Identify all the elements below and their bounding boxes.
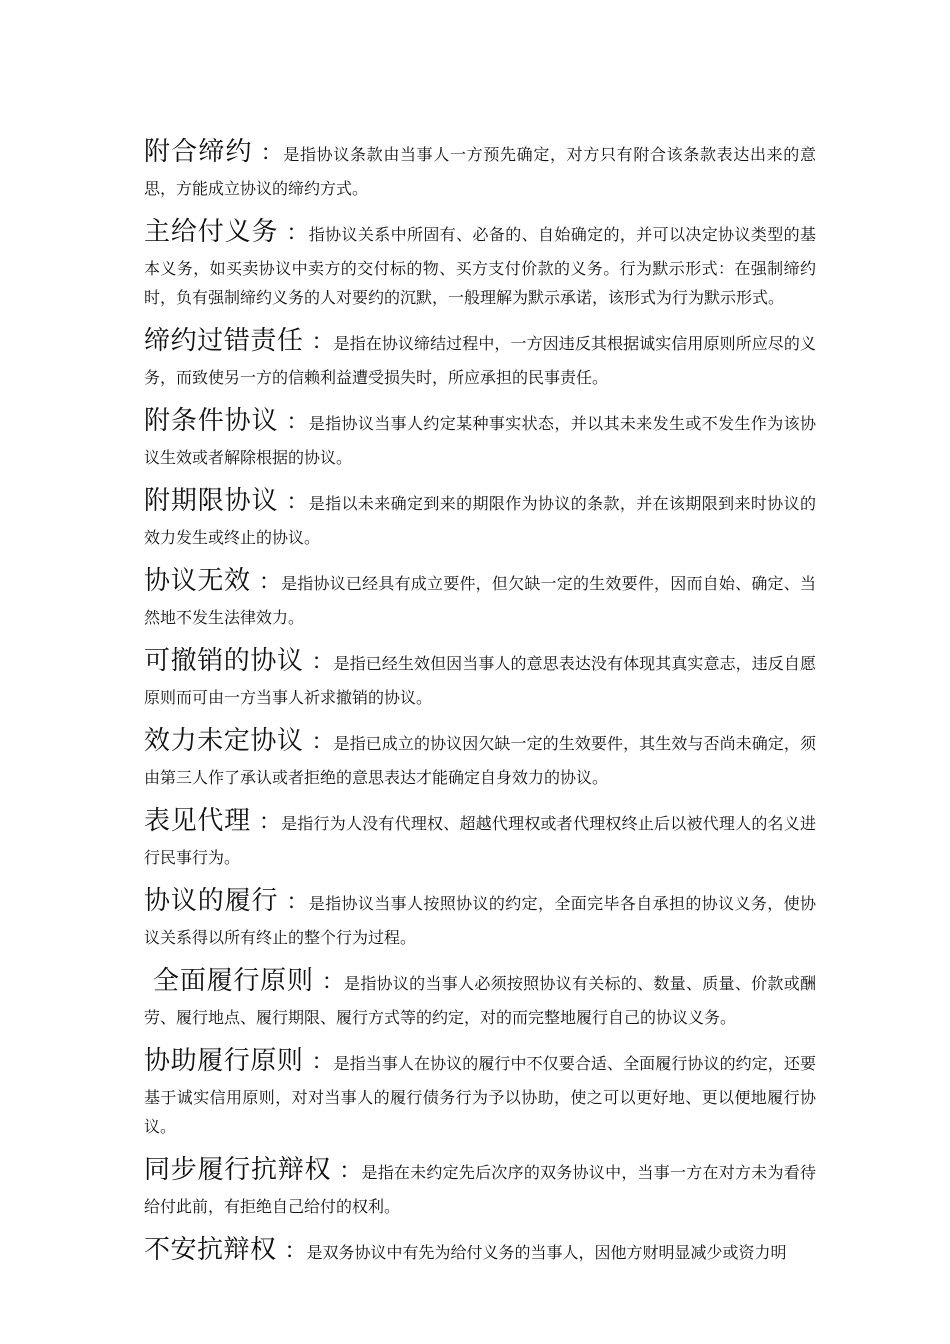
entry-cooperative-performance-principle [144, 1039, 816, 1141]
term-definition: 是指在协议缔结过程中，一方因违反其根据诚实信用原则所应尽的义务，而致使另一方的信赖利益遭受损失时，所应承担的民事责任。 [144, 334, 816, 387]
term-definition: 是指协议条款由当事人一方预先确定，对方只有附合该条款表达出来的意思，方能成立协议的缔约方式。 [144, 145, 816, 198]
term-colon: ： [321, 970, 345, 995]
entry-full-performance-principle [144, 959, 816, 1032]
entry-term-limited-agreement [144, 479, 816, 552]
entry-apparent-agency [144, 799, 816, 872]
term-definition: 是指当事人在协议的履行中不仅要合适、全面履行协议的约定，还要基于诚实信用原则，对对当事人的履行债务行为予以协助，使之可以更好地、更以便地履行协议。 [144, 1054, 816, 1136]
term-colon: ： [284, 1239, 307, 1264]
term-heading: 可撤销的协议 [144, 646, 304, 676]
entry-main-performance-obligation [144, 210, 816, 312]
term-definition: 是指在未约定先后次序的双务协议中，当事一方在对方未为看待给付此前，有拒绝自己给付的权利。 [144, 1163, 816, 1216]
document-page [144, 130, 816, 1279]
term-colon: ： [311, 650, 334, 675]
term-definition: 是双务协议中有先为给付义务的当事人，因他方财明显减少或资力明 [306, 1243, 787, 1262]
entry-insecurity-defense [144, 1228, 816, 1272]
term-heading: 缔约过错责任 [144, 326, 304, 356]
entry-culpa-in-contrahendo [144, 319, 816, 392]
term-colon: ： [286, 890, 309, 915]
term-definition: 指协议关系中所固有、必备的、自始确定的，并可以决定协议类型的基本义务，如买卖协议中卖方的交付标的物、买方支付价款的义务。行为默示形式：在强制缔约时，负有强制缔约义务的人对要约的沉默，一般理解为默示承诺，该形式为行为默示形式。 [144, 225, 816, 307]
term-heading: 附条件协议 [144, 406, 279, 436]
term-heading: 协助履行原则 [144, 1046, 304, 1076]
term-colon: ： [311, 330, 334, 355]
term-colon: ： [286, 490, 309, 515]
term-colon: ： [286, 410, 309, 435]
entry-revocable-agreement [144, 639, 816, 712]
term-definition: 是指协议当事人约定某种事实状态，并以其未来发生或不发生作为该协议生效或者解除根据的协议。 [144, 414, 816, 467]
term-heading: 附期限协议 [144, 486, 279, 516]
term-heading: 同步履行抗辩权 [144, 1155, 332, 1185]
term-definition: 是指协议的当事人必须按照协议有关标的、数量、质量、价款或酬劳、履行地点、履行期限、履行方式等的约定，对的而完整地履行自己的协议义务。 [144, 974, 816, 1027]
term-definition: 是指协议当事人按照协议的约定，全面完毕各自承担的协议义务，使协议关系得以所有终止的整个行为过程。 [144, 894, 816, 947]
term-colon: ： [339, 1159, 362, 1184]
term-definition: 是指以未来确定到来的期限作为协议的条款，并在该期限到来时协议的效力发生或终止的协议。 [144, 494, 816, 547]
term-heading: 不安抗辩权 [144, 1235, 277, 1265]
entry-void-agreement [144, 559, 816, 632]
term-definition: 是指协议已经具有成立要件，但欠缺一定的生效要件，因而自始、确定、当然地不发生法律效力。 [144, 574, 816, 627]
term-definition: 是指已成立的协议因欠缺一定的生效要件，其生效与否尚未确定，须由第三人作了承认或者拒绝的意思表达才能确定自身效力的协议。 [144, 734, 816, 787]
term-heading: 全面履行原则 [144, 966, 314, 996]
term-colon: ： [311, 1050, 334, 1075]
entry-adhesion-contracting [144, 130, 816, 203]
term-colon: ： [258, 810, 282, 835]
term-colon: ： [260, 141, 284, 166]
entry-conditional-agreement [144, 399, 816, 472]
term-heading: 协议无效 [144, 566, 251, 596]
term-heading: 附合缔约 [144, 137, 253, 167]
term-heading: 协议的履行 [144, 886, 279, 916]
term-heading: 主给付义务 [144, 217, 279, 247]
term-definition: 是指已经生效但因当事人的意思表达没有体现其真实意志，违反自愿原则而可由一方当事人祈求撤销的协议。 [144, 654, 816, 707]
entry-agreement-performance [144, 879, 816, 952]
term-heading: 表见代理 [144, 806, 251, 836]
term-heading: 效力未定协议 [144, 726, 304, 756]
term-definition: 是指行为人没有代理权、超越代理权或者代理权终止后以被代理人的名义进行民事行为。 [144, 814, 816, 867]
entry-simultaneous-performance-defense [144, 1148, 816, 1221]
term-colon: ： [286, 221, 309, 246]
term-colon: ： [258, 570, 282, 595]
term-colon: ： [311, 730, 334, 755]
entry-pending-validity-agreement [144, 719, 816, 792]
